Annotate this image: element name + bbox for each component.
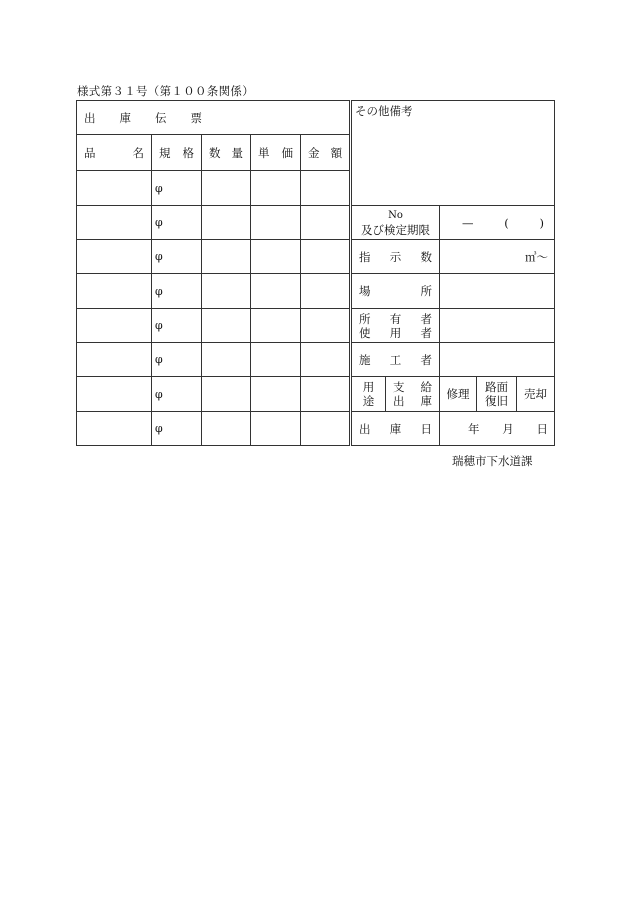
title-char: 伝 — [155, 110, 167, 125]
inspection-row — [352, 206, 555, 240]
table-row — [77, 171, 350, 206]
unit-price-cell[interactable] — [251, 171, 301, 206]
usage-label-cell: 用 途 — [352, 377, 386, 412]
amount-cell[interactable] — [301, 377, 350, 412]
col-header-product-name: 品 名 — [77, 135, 152, 171]
amount-cell[interactable] — [301, 343, 350, 377]
amount-cell[interactable] — [301, 274, 350, 309]
cubic-meter-unit: ㎥〜 — [525, 249, 549, 264]
contractor-label-cell: 施 工 者 — [352, 343, 440, 377]
product-name-cell[interactable] — [77, 240, 152, 274]
quantity-cell[interactable] — [202, 240, 251, 274]
meter-no-label: No — [388, 209, 403, 221]
spec-cell[interactable]: φ — [152, 343, 202, 377]
product-name-cell[interactable] — [77, 206, 152, 240]
amount-cell[interactable] — [301, 412, 350, 446]
owner-user-row — [352, 309, 555, 343]
table-row — [77, 377, 350, 412]
col-header-amount: 金 額 — [301, 135, 350, 171]
unit-price-cell[interactable] — [251, 412, 301, 446]
product-name-cell[interactable] — [77, 171, 152, 206]
unit-price-cell[interactable] — [251, 240, 301, 274]
quantity-cell[interactable] — [202, 377, 251, 412]
quantity-cell[interactable] — [202, 343, 251, 377]
indicator-label-cell: 指 示 数 — [352, 240, 440, 274]
product-name-cell[interactable] — [77, 377, 152, 412]
unit-price-cell[interactable] — [251, 343, 301, 377]
title-char: 票 — [190, 110, 202, 125]
unit-price-cell[interactable] — [251, 377, 301, 412]
table-row — [77, 206, 350, 240]
table-row — [77, 240, 350, 274]
owner-user-value-cell[interactable] — [440, 309, 555, 343]
place-value-cell[interactable] — [440, 274, 555, 309]
table-row — [77, 309, 350, 343]
title-char: 出 — [84, 110, 96, 125]
col-header-quantity: 数 量 — [202, 135, 251, 171]
usage-road-restore-cell[interactable]: 路面 復旧 — [477, 377, 517, 412]
unit-price-cell[interactable] — [251, 309, 301, 343]
spec-cell[interactable]: φ — [152, 274, 202, 309]
details-table — [351, 100, 555, 446]
dispatch-date-value-cell[interactable]: 年 月 日 — [440, 412, 555, 446]
product-name-cell[interactable] — [77, 343, 152, 377]
table-row — [77, 412, 350, 446]
issuer-department: 瑞穂市下水道課 — [452, 454, 533, 468]
contractor-value-cell[interactable] — [440, 343, 555, 377]
place-row — [352, 274, 555, 309]
indicator-value-cell[interactable] — [440, 240, 555, 274]
usage-supply-dispatch-cell[interactable]: 支 給 出 庫 — [386, 377, 440, 412]
quantity-cell[interactable] — [202, 171, 251, 206]
remarks-cell[interactable] — [352, 101, 555, 206]
inspection-label: 及び検定期限 — [361, 222, 430, 237]
header-row — [77, 135, 350, 171]
col-header-unit-price: 単 価 — [251, 135, 301, 171]
title-char: 庫 — [119, 110, 131, 125]
amount-cell[interactable] — [301, 206, 350, 240]
col-header-spec: 規 格 — [152, 135, 202, 171]
product-name-cell[interactable] — [77, 274, 152, 309]
quantity-cell[interactable] — [202, 412, 251, 446]
spec-cell[interactable]: φ — [152, 206, 202, 240]
dispatch-date-label-cell: 出 庫 日 — [352, 412, 440, 446]
place-label-cell: 場 所 — [352, 274, 440, 309]
usage-row — [352, 377, 555, 412]
form-number: 様式第３１号（第１００条関係） — [77, 84, 254, 98]
table-row — [77, 274, 350, 309]
spec-cell[interactable]: φ — [152, 377, 202, 412]
amount-cell[interactable] — [301, 309, 350, 343]
spec-cell[interactable]: φ — [152, 240, 202, 274]
usage-repair-cell[interactable]: 修理 — [440, 377, 477, 412]
quantity-cell[interactable] — [202, 309, 251, 343]
amount-cell[interactable] — [301, 240, 350, 274]
quantity-cell[interactable] — [202, 274, 251, 309]
usage-sale-cell[interactable]: 売却 — [517, 377, 555, 412]
dispatch-slip-table — [76, 100, 350, 446]
owner-user-label-cell: 所 有 者 使 用 者 — [352, 309, 440, 343]
inspection-label-cell — [352, 206, 440, 240]
dispatch-date-row — [352, 412, 555, 446]
product-name-cell[interactable] — [77, 412, 152, 446]
quantity-cell[interactable] — [202, 206, 251, 240]
remarks-label: その他備考 — [355, 104, 413, 118]
amount-cell[interactable] — [301, 171, 350, 206]
unit-price-cell[interactable] — [251, 274, 301, 309]
unit-price-cell[interactable] — [251, 206, 301, 240]
spec-cell[interactable]: φ — [152, 309, 202, 343]
contractor-row — [352, 343, 555, 377]
product-name-cell[interactable] — [77, 309, 152, 343]
inspection-value-cell[interactable]: — ( ) — [440, 206, 555, 240]
spec-cell[interactable]: φ — [152, 412, 202, 446]
indicator-row — [352, 240, 555, 274]
spec-cell[interactable]: φ — [152, 171, 202, 206]
slip-title — [77, 101, 350, 135]
table-row — [77, 343, 350, 377]
